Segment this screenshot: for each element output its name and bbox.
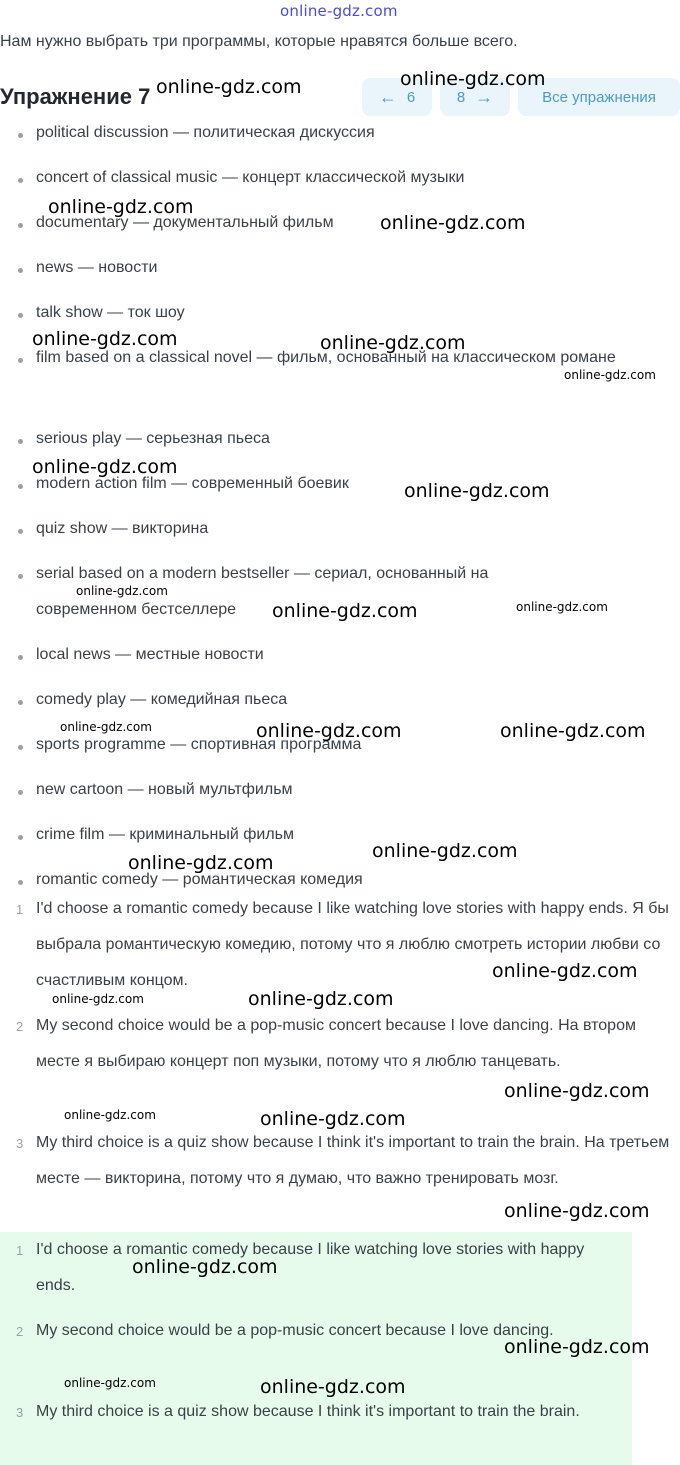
- watermark: online-gdz.com: [48, 196, 194, 218]
- answer-number: 2: [16, 1019, 24, 1034]
- watermark: online-gdz.com: [260, 1376, 406, 1398]
- next-exercise-label: 8: [456, 88, 466, 106]
- bullet-icon: [18, 484, 23, 489]
- watermark: online-gdz.com: [492, 960, 638, 982]
- bullet-icon: [18, 835, 23, 840]
- watermark: online-gdz.com: [404, 480, 550, 502]
- arrow-right-icon: →: [475, 86, 494, 107]
- arrow-left-icon: ←: [378, 86, 397, 107]
- exercise-header: [0, 78, 680, 118]
- answer-text: My third choice is a quiz show because I think it's important to train the brain.: [36, 1403, 580, 1420]
- list-item-text: political discussion — политическая дискуссия: [36, 124, 375, 141]
- watermark: online-gdz.com: [372, 840, 518, 862]
- prev-exercise-label: 6: [406, 88, 416, 106]
- watermark: online-gdz.com: [64, 1376, 156, 1390]
- answer-text: My third choice is a quiz show because I think it's important to train the brain. На третьем месте — викторина, потому что я думаю, что важно тренировать мозг.: [36, 1134, 670, 1187]
- bullet-icon: [18, 268, 23, 273]
- list-item-text: quiz show — викторина: [36, 520, 209, 537]
- watermark: online-gdz.com: [32, 456, 178, 478]
- bullet-icon: [18, 790, 23, 795]
- watermark: online-gdz.com: [504, 1080, 650, 1102]
- watermark: online-gdz.com: [400, 68, 546, 90]
- watermark: online-gdz.com: [132, 1256, 278, 1278]
- watermark: online-gdz.com: [564, 368, 656, 382]
- list-item-text: serious play — серьезная пьеса: [36, 430, 270, 447]
- bullet-icon: [18, 880, 23, 885]
- all-exercises-label: Все упражнения: [542, 88, 656, 106]
- watermark: online-gdz.com: [156, 76, 302, 98]
- answer-text: I'd choose a romantic comedy because I like watching love stories with happy ends. Я бы выбрала романтическую комедию, потому что я люблю смотреть истории любви со счастливым концом.: [36, 900, 669, 989]
- watermark: online-gdz.com: [504, 1200, 650, 1222]
- list-item-text: news — новости: [36, 259, 158, 276]
- list-item-text: crime film — криминальный фильм: [36, 826, 294, 843]
- list-item-text: serial based on a modern bestseller — сериал, основанный на современном бестселлере: [36, 565, 489, 618]
- watermark: online-gdz.com: [320, 332, 466, 354]
- bullet-icon: [18, 655, 23, 660]
- answer-number: 1: [16, 1243, 24, 1258]
- watermark: online-gdz.com: [272, 600, 418, 622]
- bullet-icon: [18, 529, 23, 534]
- watermark: online-gdz.com: [516, 600, 608, 614]
- answer-text: My second choice would be a pop-music concert because I love dancing. На втором месте я выбираю концерт поп музыки, потому что я люблю танцевать.: [36, 1017, 636, 1070]
- list-item-text: comedy play — комедийная пьеса: [36, 691, 288, 708]
- list-item-text: talk show — ток шоу: [36, 304, 185, 321]
- bullet-icon: [18, 439, 23, 444]
- answer-text: I'd choose a romantic comedy because I like watching love stories with happy ends.: [36, 1241, 585, 1294]
- list-item-text: documentary — документальный фильм: [36, 214, 334, 231]
- answer-number: 1: [16, 902, 24, 917]
- answer-number: 3: [16, 1136, 24, 1151]
- bullet-icon: [18, 223, 23, 228]
- watermark: online-gdz.com: [60, 720, 152, 734]
- list-item-text: local news — местные новости: [36, 646, 264, 663]
- list-item-text: sports programme — спортивная программа: [36, 736, 362, 753]
- watermark: online-gdz.com: [76, 584, 168, 598]
- bullet-icon: [18, 313, 23, 318]
- bullet-icon: [18, 700, 23, 705]
- bullet-icon: [18, 178, 23, 183]
- watermark: online-gdz.com: [32, 328, 178, 350]
- watermark: online-gdz.com: [248, 988, 394, 1010]
- watermark: online-gdz.com: [52, 992, 144, 1006]
- bullet-icon: [18, 358, 23, 363]
- list-item-text: modern action film — современный боевик: [36, 475, 349, 492]
- answer-number: 2: [16, 1324, 24, 1339]
- top-watermark: online-gdz.com: [280, 2, 398, 20]
- watermark: online-gdz.com: [380, 212, 526, 234]
- watermark: online-gdz.com: [504, 1336, 650, 1358]
- list-item-text: film based on a classical novel — фильм, основанный на классическом романе: [36, 349, 616, 366]
- list-item-text: concert of classical music — концерт классической музыки: [36, 169, 465, 186]
- list-item-text: romantic comedy — романтическая комедия: [36, 871, 363, 888]
- list-item-text: new cartoon — новый мультфильм: [36, 781, 293, 798]
- watermark: online-gdz.com: [500, 720, 646, 742]
- watermark: online-gdz.com: [256, 720, 402, 742]
- bullet-icon: [18, 574, 23, 579]
- bullet-icon: [18, 133, 23, 138]
- bullet-icon: [18, 745, 23, 750]
- intro-text: Нам нужно выбрать три программы, которые нравятся больше всего.: [0, 33, 518, 50]
- exercise-title: Упражнение 7: [0, 84, 151, 109]
- answer-number: 3: [16, 1405, 24, 1420]
- watermark: online-gdz.com: [128, 852, 274, 874]
- watermark: online-gdz.com: [64, 1108, 156, 1122]
- answer-text: My second choice would be a pop-music concert because I love dancing.: [36, 1322, 554, 1339]
- watermark: online-gdz.com: [260, 1108, 406, 1130]
